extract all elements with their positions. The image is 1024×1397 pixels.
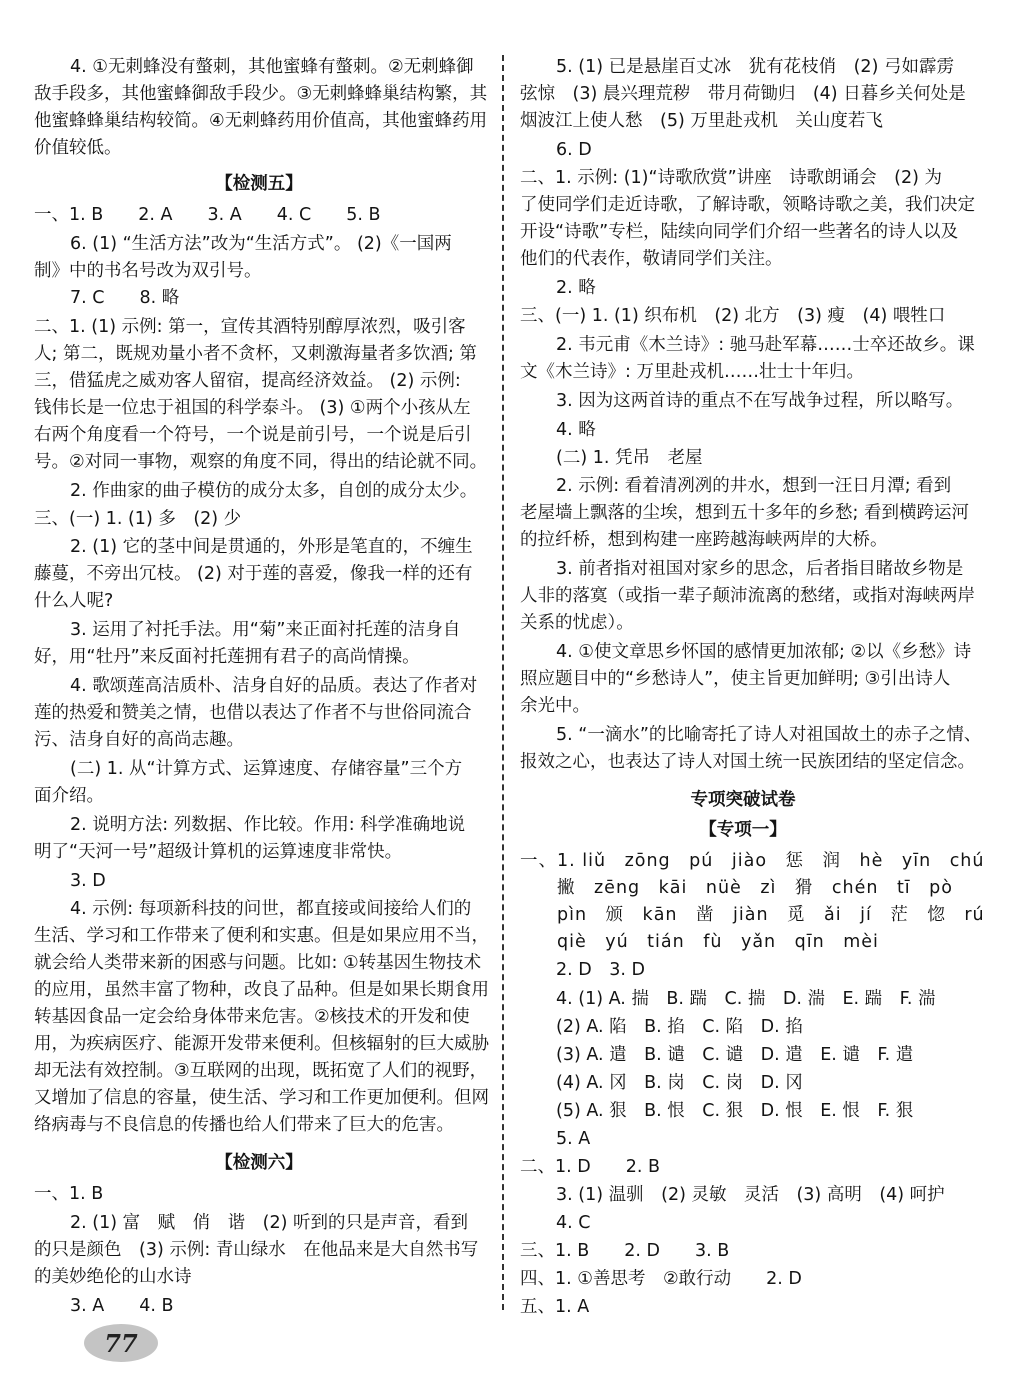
answer-line: 面介绍。 <box>34 786 104 806</box>
answer-line: pìn 颁 kān 凿 jiàn 觅 ǎi jí 茫 惚 rú <box>520 905 985 925</box>
answer-line: 一、1. liǔ zōng pú jiào 惩 润 hè yīn chú <box>520 851 985 871</box>
answer-line: 5. “一滴水”的比喻寄托了诗人对祖国故土的赤子之情、 <box>556 725 982 745</box>
answer-line: 4. ①使文章思乡怀国的感情更加浓郁; ②以《乡愁》诗 <box>556 642 972 662</box>
answer-line: 好，用“牡丹”来反面衬托莲拥有君子的高尚情操。 <box>34 647 420 667</box>
answer-line: 2. (1) 它的茎中间是贯通的，外形是笔直的，不缠生 <box>70 537 473 557</box>
answer-line: 2. (1) 富 赋 俏 谐 (2) 听到的只是声音，看到 <box>70 1213 468 1233</box>
answer-line: 号。②对同一事物，观察的角度不同，得出的结论就不同。 <box>34 452 488 472</box>
answer-line: (3) A. 遣 B. 谴 C. 谴 D. 遣 E. 谴 F. 遣 <box>556 1045 914 1065</box>
answer-line: 二、1. D 2. B <box>520 1157 660 1177</box>
answer-line: 7. C 8. 略 <box>70 288 180 308</box>
answer-line: 4. C <box>556 1213 591 1233</box>
answer-line: 钱伟长是一位忠于祖国的科学泰斗。 (3) ①两个小孩从左 <box>34 398 471 418</box>
answer-line: 一、1. B <box>34 1184 104 1204</box>
answer-line: 5. (1) 已是悬崖百丈冰 犹有花枝俏 (2) 弓如霹雳 <box>556 57 954 77</box>
answer-line: 3. D <box>70 871 106 891</box>
section-heading: 专项突破试卷 <box>690 790 796 810</box>
answer-line: 2. 说明方法: 列数据、作比较。作用: 科学准确地说 <box>70 815 466 835</box>
page-number-badge: 77 <box>84 1324 158 1362</box>
answer-line: 却无法有效控制。③互联网的出现，既拓宽了人们的视野， <box>34 1061 488 1081</box>
answer-line: 四、1. ①善思考 ②敢行动 2. D <box>520 1269 802 1289</box>
section-heading: 【检测五】 <box>215 174 303 194</box>
answer-line: 右两个角度看一个符号，一个说是前引号，一个说是后引 <box>34 425 472 445</box>
answer-line: 价值较低。 <box>34 138 122 158</box>
answer-line: 莲的热爱和赞美之情，也借以表达了作者不与世俗同流合 <box>34 703 472 723</box>
answer-line: 二、1. (1) 示例: 第一，宣传其酒特别醇厚浓烈，吸引客 <box>34 317 466 337</box>
answer-line: 3. (1) 温驯 (2) 灵敏 灵活 (3) 高明 (4) 呵护 <box>556 1185 945 1205</box>
answer-line: 生活、学习和工作带来了便利和实惠。但是如果应用不当， <box>34 926 489 946</box>
section-heading: 【检测六】 <box>215 1153 303 1173</box>
answer-line: 报效之心，也表达了诗人对国土统一民族团结的坚定信念。 <box>520 752 975 772</box>
answer-line: 了使同学们走近诗歌，了解诗歌，领略诗歌之美，我们决定 <box>520 195 975 215</box>
answer-line: 关系的忧虑）。 <box>520 613 634 633</box>
section-heading: 【专项一】 <box>699 820 787 840</box>
answer-line: 3. 因为这两首诗的重点不在写战争过程，所以略写。 <box>556 391 964 411</box>
answer-line: 2. 韦元甫《木兰诗》: 驰马赴军幕……士卒还故乡。课 <box>556 335 975 355</box>
answer-line: 4. 示例: 每项新科技的问世，都直接或间接给人们的 <box>70 899 472 919</box>
answer-line: 又增加了信息的容量，使生活、学习和工作更加便利。但网 <box>34 1088 489 1108</box>
answer-line: 就会给人类带来新的困惑与问题。比如: ①转基因生物技术 <box>34 953 482 973</box>
answer-line: 制》中的书名号改为双引号。 <box>34 261 262 281</box>
answer-line: 他蜜蜂蜂巢结构较简。④无刺蜂药用价值高，其他蜜蜂药用 <box>34 111 488 131</box>
answer-line: qiè yú tián fù yǎn qīn mèi <box>520 932 879 952</box>
answer-line: 二、1. 示例: (1)“诗歌欣赏”讲座 诗歌朗诵会 (2) 为 <box>520 168 942 188</box>
answer-line: 的应用，虽然丰富了物种，改良了品种。但是如果长期食用 <box>34 980 489 1000</box>
answer-line: 污、洁身自好的高尚志趣。 <box>34 730 244 750</box>
answer-line: 他们的代表作，敬请同学们关注。 <box>520 249 783 269</box>
answer-line: 4. ①无刺蜂没有螫刺，其他蜜蜂有螫刺。②无刺蜂御 <box>70 57 474 77</box>
answer-line: 6. (1) “生活方法”改为“生活方式”。 (2)《一国两 <box>70 234 452 254</box>
answer-line: 余光中。 <box>520 696 590 716</box>
answer-line: 人非的落寞（或指一辈子颠沛流离的愁绪，或指对海峡两岸 <box>520 586 975 606</box>
answer-line: 三，借猛虎之威劝客人留宿，提高经济效益。 (2) 示例: <box>34 371 461 391</box>
answer-line: 老屋墙上飘落的尘埃，想到五十多年的乡愁; 看到横跨运河 <box>520 503 969 523</box>
answer-line: 什么人呢? <box>34 591 114 611</box>
answer-line: 敌手段多，其他蜜蜂御敌手段少。③无刺蜂蜂巢结构繁，其 <box>34 84 488 104</box>
answer-line: 一、1. B 2. A 3. A 4. C 5. B <box>34 205 381 225</box>
answer-line: 藤蔓，不旁出冗枝。 (2) 对于莲的喜爱，像我一样的还有 <box>34 564 473 584</box>
answer-line: 3. A 4. B <box>70 1296 174 1316</box>
answer-line: 2. 示例: 看着清冽冽的井水，想到一汪日月潭; 看到 <box>556 476 952 496</box>
answer-line: 3. 前者指对祖国对家乡的思念，后者指目睹故乡物是 <box>556 559 964 579</box>
answer-line: 三、(一) 1. (1) 多 (2) 少 <box>34 509 242 529</box>
answer-line: 4. 略 <box>556 420 596 440</box>
answer-line: 文《木兰诗》: 万里赴戎机……壮士十年归。 <box>520 362 864 382</box>
answer-line: 2. 作曲家的曲子模仿的成分太多，自创的成分太少。 <box>70 481 478 501</box>
answer-line: 三、1. B 2. D 3. B <box>520 1241 730 1261</box>
answer-line: 三、(一) 1. (1) 织布机 (2) 北方 (3) 瘦 (4) 喂牲口 <box>520 306 946 326</box>
answer-line: 4. (1) A. 揣 B. 踹 C. 揣 D. 湍 E. 踹 F. 湍 <box>556 989 936 1009</box>
answer-line: (2) A. 陷 B. 掐 C. 陷 D. 掐 <box>556 1017 803 1037</box>
answer-line: (4) A. 冈 B. 岗 C. 岗 D. 冈 <box>556 1073 803 1093</box>
answer-line: 撇 zēng kāi nüè zì 猾 chén tī pò <box>520 878 953 898</box>
answer-line: 人; 第二，既规劝量小者不贪杯，又刺激海量者多饮酒; 第 <box>34 344 477 364</box>
answer-line: 3. 运用了衬托手法。用“菊”来正面衬托莲的洁身自 <box>70 620 461 640</box>
answer-line: 用，为疾病医疗、能源开发带来便利。但核辐射的巨大威胁 <box>34 1034 489 1054</box>
answer-line: 的美妙绝伦的山水诗 <box>34 1267 192 1287</box>
answer-line: 5. A <box>556 1129 591 1149</box>
answer-line: (二) 1. 凭吊 老屋 <box>556 448 703 468</box>
answer-line: 2. D 3. D <box>556 960 645 980</box>
answer-line: 的只是颜色 (3) 示例: 青山绿水 在他品来是大自然书写 <box>34 1240 479 1260</box>
answer-line: 络病毒与不良信息的传播也给人们带来了巨大的危害。 <box>34 1115 454 1135</box>
answer-line: 明了“天河一号”超级计算机的运算速度非常快。 <box>34 842 403 862</box>
answer-line: 4. 歌颂莲高洁质朴、洁身自好的品质。表达了作者对 <box>70 676 478 696</box>
answer-line: 开设“诗歌”专栏，陆续向同学们介绍一些著名的诗人以及 <box>520 222 959 242</box>
answer-line: 6. D <box>556 140 592 160</box>
answer-line: (二) 1. 从“计算方式、运算速度、存储容量”三个方 <box>70 759 463 779</box>
answer-line: 烟波江上使人愁 (5) 万里赴戎机 关山度若飞 <box>520 111 883 131</box>
answer-line: 转基因食品一定会给身体带来危害。②核技术的开发和使 <box>34 1007 470 1027</box>
answer-line: 弦惊 (3) 晨兴理荒秽 带月荷锄归 (4) 日暮乡关何处是 <box>520 84 966 104</box>
answer-line: 照应题目中的“乡愁诗人”，使主旨更加鲜明; ③引出诗人 <box>520 669 951 689</box>
answer-line: (5) A. 狠 B. 恨 C. 狠 D. 恨 E. 恨 F. 狠 <box>556 1101 914 1121</box>
answer-line: 的拉纤桥，想到构建一座跨越海峡两岸的大桥。 <box>520 530 888 550</box>
answer-line: 五、1. A <box>520 1297 590 1317</box>
column-divider <box>502 55 504 1310</box>
answer-line: 2. 略 <box>556 278 596 298</box>
